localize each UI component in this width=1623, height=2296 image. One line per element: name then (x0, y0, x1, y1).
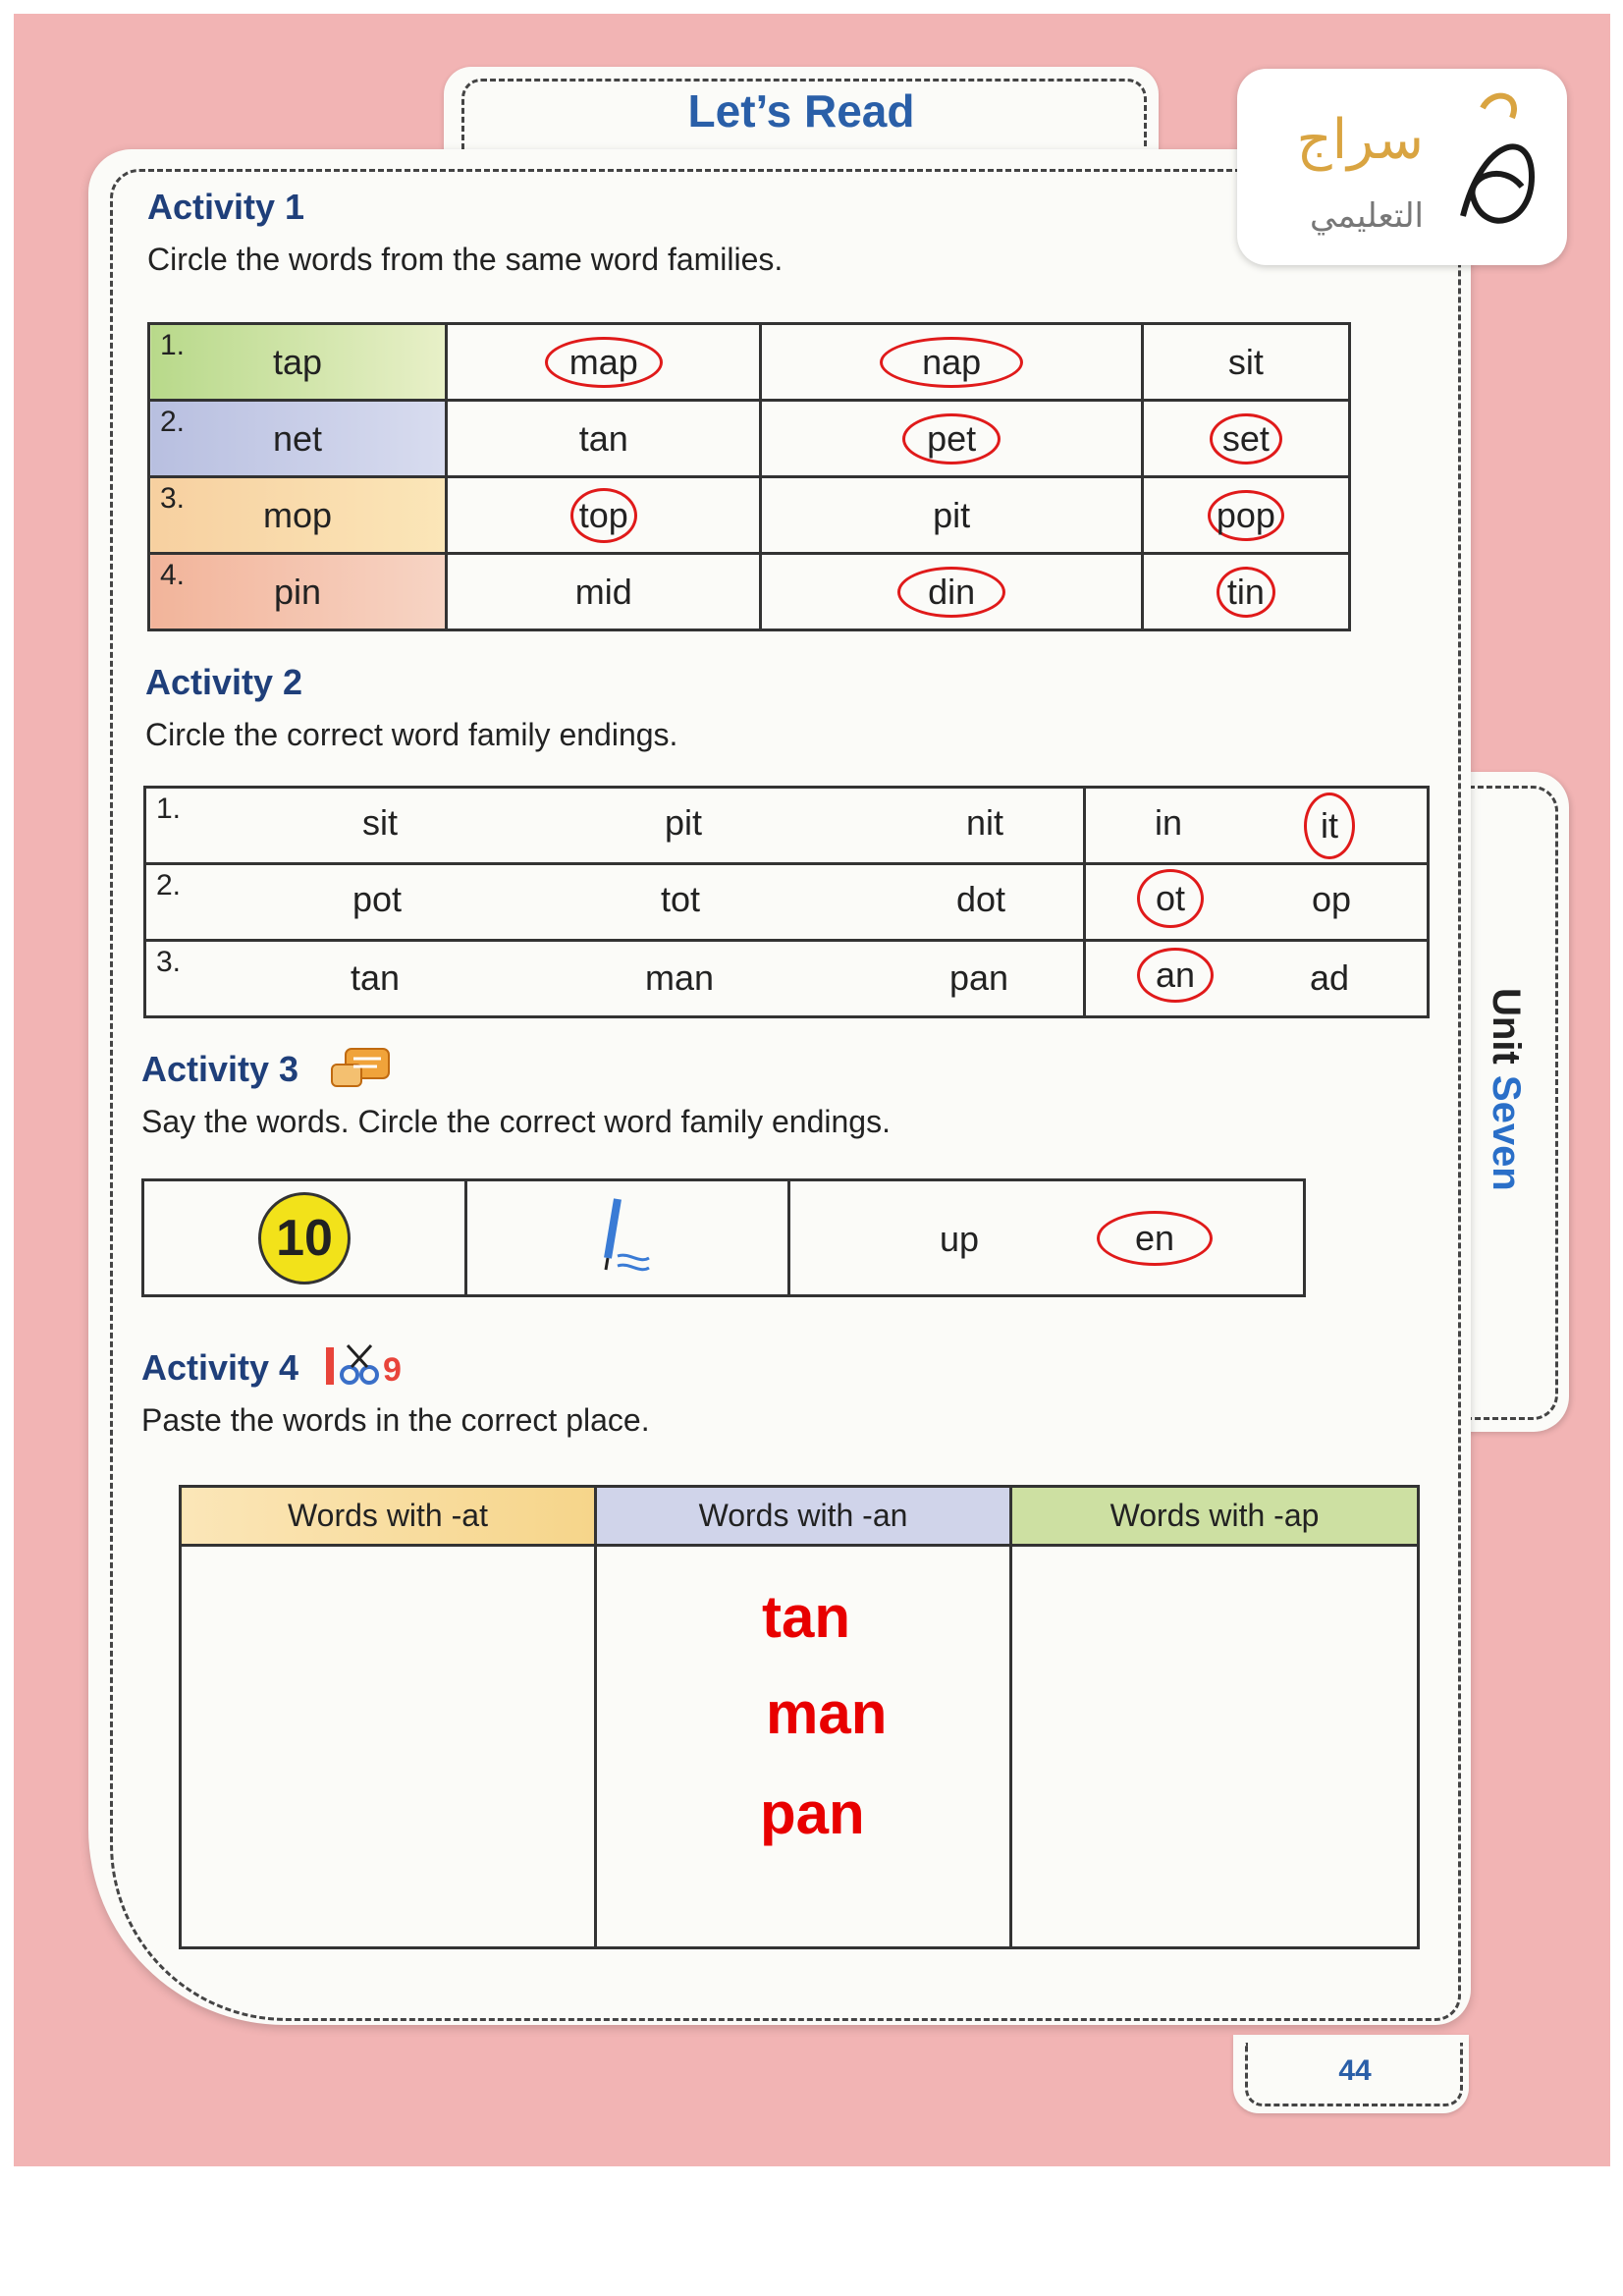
endings-cell[interactable] (1085, 864, 1429, 941)
column-header-an: Words with -an (596, 1487, 1011, 1546)
word-cell[interactable] (447, 324, 761, 401)
row-number: 1. (156, 793, 182, 825)
page-number: 44 (1338, 2054, 1372, 2087)
activity2-table (143, 786, 1430, 1018)
table-row (145, 864, 1429, 941)
table-row (149, 401, 1350, 477)
circled-word: nap (880, 337, 1023, 388)
cut-and-paste-icon (324, 1341, 406, 1391)
ending: in (1155, 802, 1183, 843)
base-word: mop (262, 494, 333, 535)
activity3-instruction: Say the words. Circle the correct word family endings. (141, 1104, 891, 1139)
endings-cell[interactable] (1085, 788, 1429, 864)
word: sit (362, 802, 398, 843)
activity3-table (141, 1178, 1306, 1297)
word-cell[interactable] (761, 324, 1142, 401)
logo-text-arabic-2: التعليمي (1310, 196, 1424, 236)
pen-writing-icon (588, 1189, 667, 1278)
ending: up (940, 1219, 980, 1259)
ending: op (1312, 879, 1352, 919)
circled-ending: en (1097, 1211, 1213, 1266)
word-cell[interactable] (761, 401, 1142, 477)
row-number: 2. (156, 869, 182, 902)
table-row (149, 324, 1350, 401)
unit-label (1473, 988, 1532, 1224)
row-number: 4. (160, 559, 186, 591)
circled-word: map (545, 337, 663, 388)
word: dot (956, 879, 1006, 919)
word-cell[interactable] (447, 554, 761, 630)
activity4-title: Activity 4 (141, 1347, 299, 1388)
ending: ad (1310, 957, 1350, 998)
circled-word: pop (1208, 490, 1284, 541)
table-row (145, 941, 1429, 1017)
word: sit (1227, 341, 1264, 382)
word: mid (574, 571, 632, 612)
word-cell[interactable] (1142, 477, 1349, 554)
base-word-cell (149, 401, 447, 477)
row-number: 3. (156, 946, 182, 978)
column-header-ap: Words with -ap (1011, 1487, 1419, 1546)
word: tan (351, 957, 401, 998)
base-word-cell (149, 554, 447, 630)
base-word-cell (149, 477, 447, 554)
activity1-table (147, 322, 1351, 631)
word: pit (933, 494, 971, 535)
endings-cell[interactable] (789, 1180, 1305, 1296)
circled-ending: it (1304, 793, 1355, 859)
words-cell (145, 864, 1085, 941)
circled-word: tin (1217, 567, 1275, 618)
paste-area-ap[interactable] (1011, 1546, 1419, 1948)
speech-bubbles-icon (328, 1045, 393, 1098)
word: tan (578, 417, 628, 459)
circled-word: pet (902, 413, 1001, 465)
base-word: tap (272, 341, 323, 382)
activity3-title: Activity 3 (141, 1049, 299, 1089)
words-cell (145, 941, 1085, 1017)
row-number: 1. (160, 329, 186, 361)
word-cell[interactable] (761, 477, 1142, 554)
circled-ending: an (1137, 948, 1214, 1003)
activity2-instruction: Circle the correct word family endings. (145, 717, 678, 752)
number-badge: 10 (258, 1192, 351, 1285)
unit-name: Seven (1485, 1074, 1528, 1191)
word: pot (352, 879, 403, 919)
row-number: 2. (160, 406, 186, 438)
word-cell[interactable] (1142, 324, 1349, 401)
badge-cell (143, 1180, 466, 1296)
word-cell[interactable] (447, 477, 761, 554)
endings-cell[interactable] (1085, 941, 1429, 1017)
header-row (181, 1487, 1419, 1546)
words-cell (145, 788, 1085, 864)
row-number: 3. (160, 482, 186, 515)
svg-text:9: 9 (383, 1351, 402, 1389)
answer-word: tan (762, 1584, 850, 1650)
answer-word: man (766, 1680, 888, 1746)
base-word: pin (273, 571, 322, 612)
word: pan (949, 957, 1009, 998)
table-row (149, 477, 1350, 554)
base-word-cell (149, 324, 447, 401)
word-cell[interactable] (447, 401, 761, 477)
paste-area-at[interactable] (181, 1546, 596, 1948)
activity1-title: Activity 1 (147, 187, 305, 227)
word: pit (665, 802, 703, 843)
base-word: net (272, 417, 323, 459)
activity2-title: Activity 2 (145, 662, 303, 702)
word: man (645, 957, 715, 998)
word-cell[interactable] (1142, 554, 1349, 630)
circled-word: din (897, 567, 1005, 618)
circled-ending: ot (1137, 869, 1204, 928)
answer-word: pan (760, 1780, 865, 1846)
page-title: Let’s Read (687, 85, 915, 137)
word: tot (661, 879, 701, 919)
table-row (149, 554, 1350, 630)
word: nit (966, 802, 1004, 843)
circled-word: top (570, 488, 637, 543)
table-row (145, 788, 1429, 864)
activity1-instruction: Circle the words from the same word families. (147, 242, 784, 277)
unit-word: Unit (1485, 988, 1528, 1065)
activity4-instruction: Paste the words in the correct place. (141, 1402, 650, 1438)
table-row (143, 1180, 1305, 1296)
word-cell[interactable] (1142, 401, 1349, 477)
column-header-at: Words with -at (181, 1487, 596, 1546)
word-cell[interactable] (761, 554, 1142, 630)
logo-text-arabic-1: سراج (1296, 108, 1424, 172)
picture-cell (466, 1180, 789, 1296)
circled-word: set (1210, 413, 1282, 465)
